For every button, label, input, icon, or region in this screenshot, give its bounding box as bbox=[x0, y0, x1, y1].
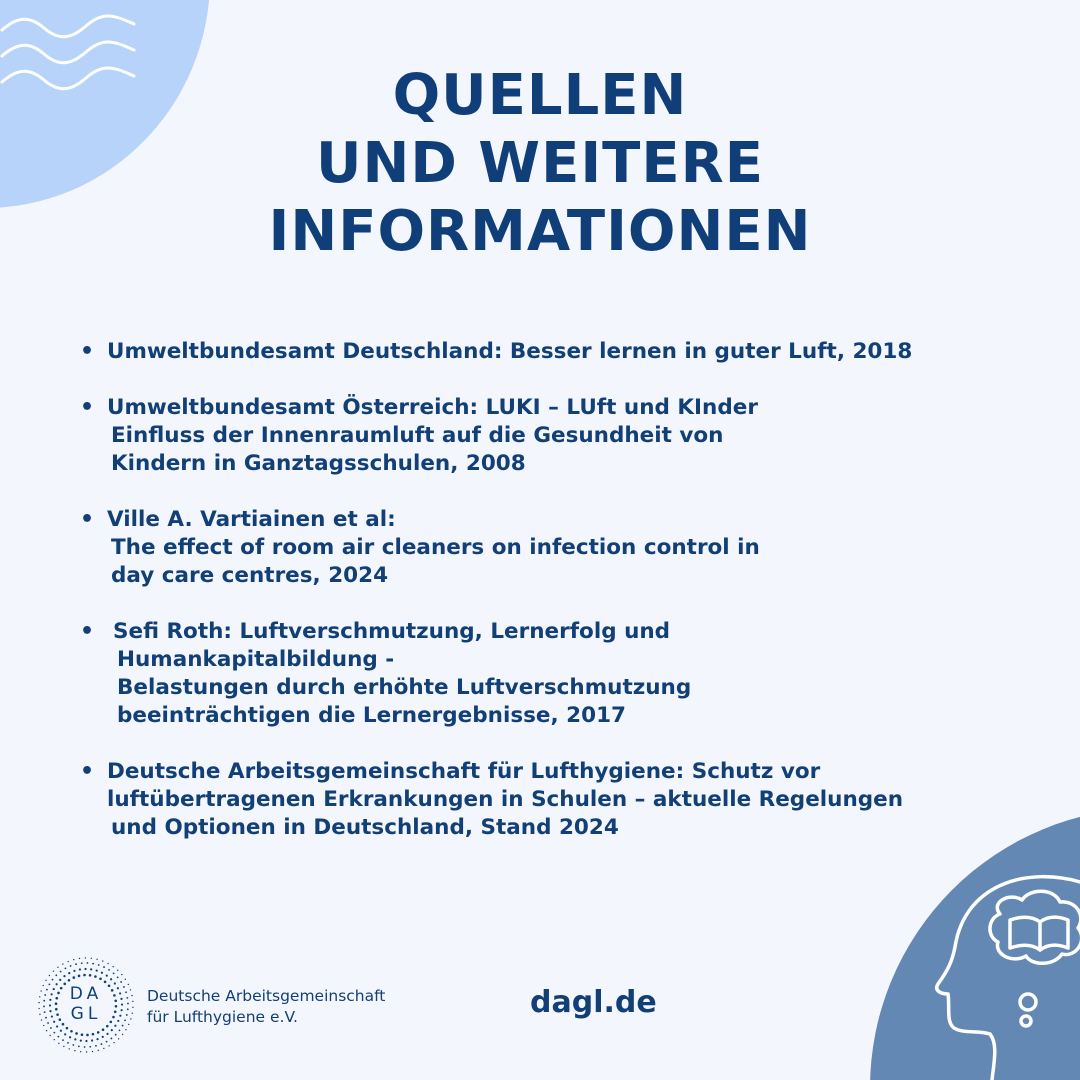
bullet-icon: • bbox=[80, 395, 95, 420]
list-item bbox=[80, 506, 980, 590]
title-line-3: INFORMATIONEN bbox=[268, 199, 812, 264]
source-line: Ville A. Vartiainen et al: bbox=[107, 507, 396, 532]
source-line: Einfluss der Innenraumluft auf die Gesundheit von bbox=[111, 423, 724, 448]
dotted-circle-logo-icon bbox=[36, 955, 136, 1055]
logo-letters-top: DA bbox=[69, 984, 103, 1004]
list-item bbox=[80, 618, 980, 730]
title-line-2: UND WEITERE bbox=[315, 131, 764, 196]
list-item bbox=[80, 758, 980, 842]
bullet-icon: • bbox=[80, 759, 95, 784]
logo-letters-bottom: GL bbox=[70, 1004, 102, 1024]
source-line: Umweltbundesamt Deutschland: Besser lernen in guter Luft, 2018 bbox=[107, 339, 913, 364]
source-line: The effect of room air cleaners on infection control in bbox=[111, 535, 760, 560]
bullet-icon: • bbox=[80, 507, 95, 532]
website-link[interactable]: dagl.de bbox=[530, 985, 657, 1020]
source-line: beeinträchtigen die Lernergebnisse, 2017 bbox=[117, 703, 626, 728]
source-line: Umweltbundesamt Österreich: LUKI – LUft und KInder bbox=[107, 395, 758, 420]
source-line: Humankapitalbildung - bbox=[117, 647, 395, 672]
list-item bbox=[80, 338, 980, 366]
source-line: luftübertragenen Erkrankungen in Schulen – aktuelle Regelungen bbox=[107, 787, 904, 812]
page-title bbox=[0, 62, 1080, 266]
organization-name-line-2: für Lufthygiene e.V. bbox=[147, 1008, 298, 1026]
source-line: day care centres, 2024 bbox=[111, 563, 389, 588]
source-line: und Optionen in Deutschland, Stand 2024 bbox=[111, 815, 619, 840]
head-book-icon bbox=[930, 862, 1080, 1080]
sources-list bbox=[80, 338, 980, 870]
organization-name bbox=[147, 986, 385, 1028]
source-line: Belastungen durch erhöhte Luftverschmutzung bbox=[117, 675, 692, 700]
source-line: Sefi Roth: Luftverschmutzung, Lernerfolg und bbox=[113, 619, 671, 644]
list-item bbox=[80, 394, 980, 478]
bullet-icon: • bbox=[80, 619, 95, 644]
bullet-icon: • bbox=[80, 339, 95, 364]
source-line: Kindern in Ganztagsschulen, 2008 bbox=[111, 451, 526, 476]
title-line-1: QUELLEN bbox=[392, 63, 688, 128]
organization-name-line-1: Deutsche Arbeitsgemeinschaft bbox=[147, 987, 386, 1005]
source-line: Deutsche Arbeitsgemeinschaft für Lufthygiene: Schutz vor bbox=[107, 759, 821, 784]
